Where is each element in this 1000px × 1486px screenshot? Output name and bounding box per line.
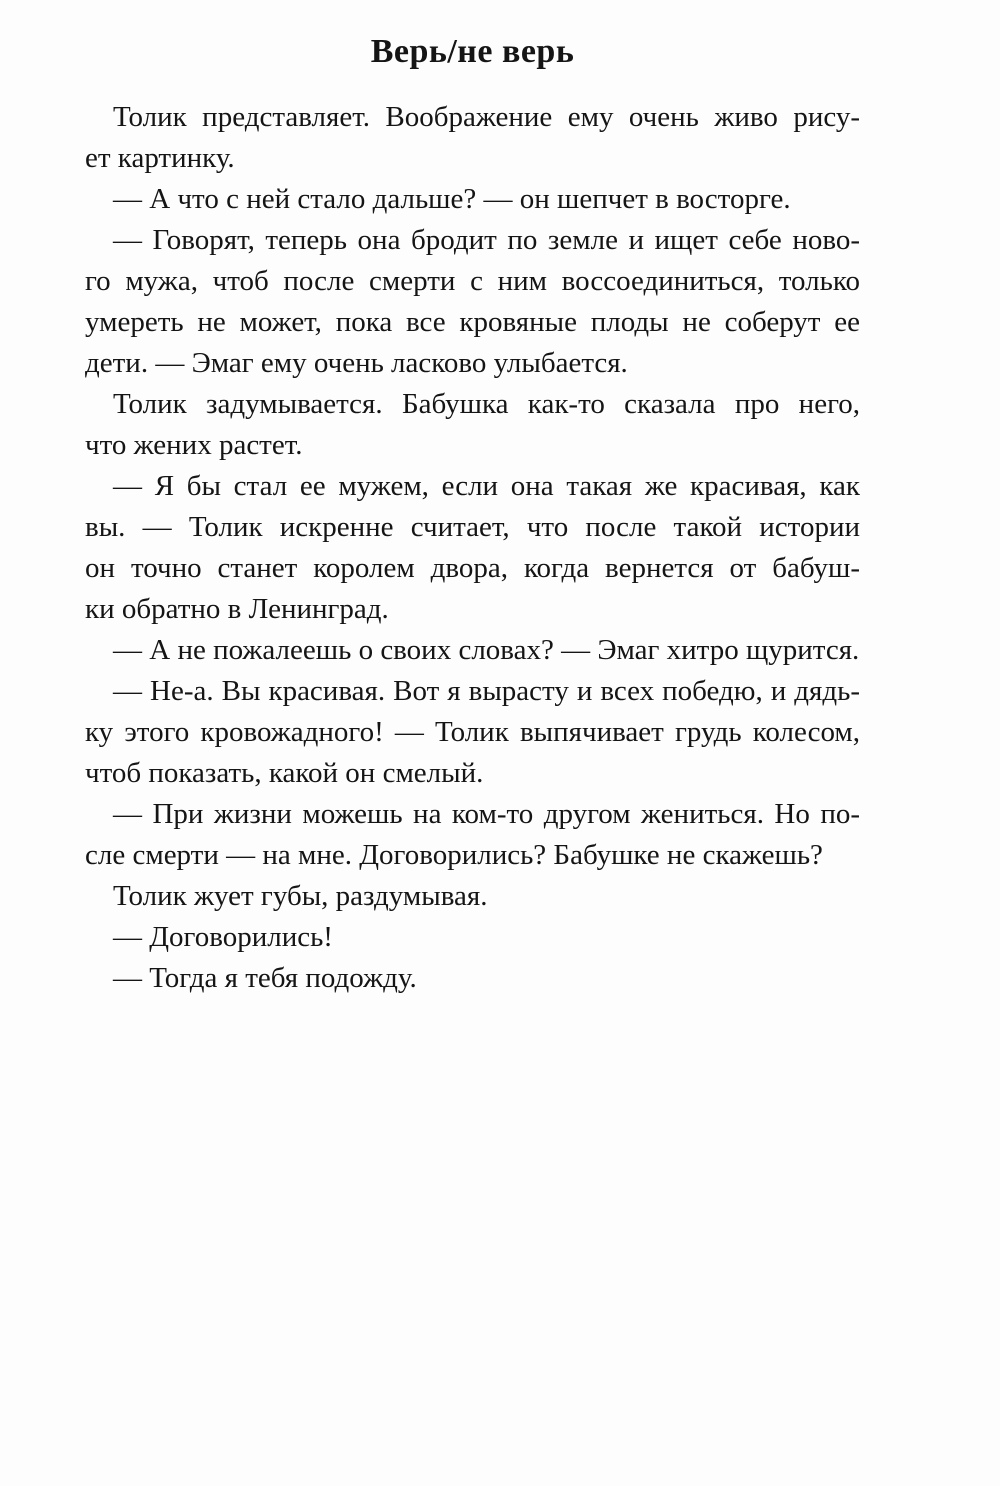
text-line: Толик представляет. Воображение ему очень живо рису- xyxy=(113,101,860,133)
text-block xyxy=(85,97,860,999)
text-line: го мужа, чтоб после смерти с ним воссоединиться, только xyxy=(85,265,860,297)
text-line: он точно станет королем двора, когда вернется от бабуш- xyxy=(85,552,860,584)
text-line: — Договорились! xyxy=(113,921,333,953)
text-line: умереть не может, пока все кровяные плоды не соберут ее xyxy=(85,306,860,338)
text-line: — Говорят, теперь она бродит по земле и ищет себе ново- xyxy=(113,224,860,256)
text-line: чтоб показать, какой он смелый. xyxy=(85,757,484,789)
chapter-title: Верь/не верь xyxy=(370,33,575,70)
text-line: ки обратно в Ленинград. xyxy=(85,593,389,625)
text-line: ку этого кровожадного! — Толик выпячивает грудь колесом, xyxy=(85,716,860,748)
text-line: — А что с ней стало дальше? — он шепчет в восторге. xyxy=(113,183,791,215)
text-line: — При жизни можешь на ком-то другом жениться. Но по- xyxy=(113,798,860,830)
text-line: дети. — Эмаг ему очень ласково улыбается. xyxy=(85,347,628,379)
text-line: — А не пожалеешь о своих словах? — Эмаг хитро щурится. xyxy=(113,634,860,666)
paragraph xyxy=(85,220,860,384)
paragraph xyxy=(85,384,860,466)
paragraph xyxy=(85,958,860,999)
text-line: что жених растет. xyxy=(85,429,303,461)
paragraph xyxy=(85,466,860,630)
text-line: вы. — Толик искренне считает, что после такой истории xyxy=(85,511,860,543)
paragraph xyxy=(85,794,860,876)
text-line: Толик задумывается. Бабушка как-то сказала про него, xyxy=(113,388,860,420)
text-line: сле смерти — на мне. Договорились? Бабушке не скажешь? xyxy=(85,839,823,871)
paragraph xyxy=(85,97,860,179)
text-line: — Тогда я тебя подожду. xyxy=(113,962,417,994)
paragraph xyxy=(85,876,860,917)
text-line: ет картинку. xyxy=(85,142,235,174)
paragraph xyxy=(85,179,860,220)
text-line: — Не-а. Вы красивая. Вот я вырасту и всех победю, и дядь- xyxy=(113,675,860,707)
text-line: Толик жует губы, раздумывая. xyxy=(113,880,488,912)
paragraph xyxy=(85,917,860,958)
paragraph xyxy=(85,630,860,671)
paragraph xyxy=(85,671,860,794)
text-line: — Я бы стал ее мужем, если она такая же красивая, как xyxy=(113,470,860,502)
